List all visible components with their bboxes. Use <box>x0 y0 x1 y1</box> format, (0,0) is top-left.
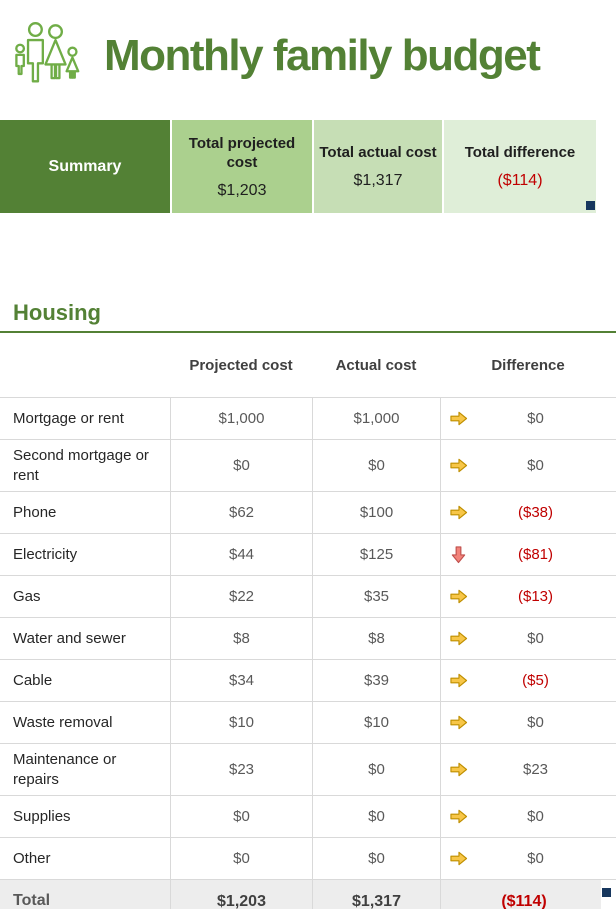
row-label[interactable]: Waste removal <box>13 713 113 731</box>
summary-card-actual[interactable] <box>314 120 442 213</box>
difference-cell[interactable] <box>440 702 616 743</box>
page-title: Monthly family budget <box>104 31 540 80</box>
trend-arrow-icon <box>447 408 469 430</box>
difference-value: ($13) <box>517 588 554 605</box>
family-icon <box>12 20 80 94</box>
difference-cell[interactable] <box>440 534 616 575</box>
difference-cell[interactable] <box>440 492 616 533</box>
table-row <box>0 440 616 492</box>
row-label[interactable]: Gas <box>13 587 41 605</box>
projected-cost-cell[interactable]: $22 <box>170 576 312 617</box>
trend-arrow-icon <box>447 806 469 828</box>
difference-value: ($38) <box>517 504 554 521</box>
trend-arrow-icon <box>447 670 469 692</box>
difference-cell[interactable] <box>440 618 616 659</box>
table-row <box>0 660 616 702</box>
difference-cell[interactable] <box>440 838 616 879</box>
actual-cost-cell[interactable]: $1,000 <box>312 398 440 439</box>
table-total-row <box>0 880 601 909</box>
trend-arrow-icon <box>447 712 469 734</box>
difference-cell[interactable] <box>440 660 616 701</box>
difference-cell[interactable] <box>440 440 616 491</box>
projected-cost-cell[interactable]: $62 <box>170 492 312 533</box>
trend-arrow-icon <box>447 502 469 524</box>
summary-card-label: Total projected cost <box>188 134 296 171</box>
difference-value: ($5) <box>522 672 549 689</box>
actual-cost-cell[interactable]: $8 <box>312 618 440 659</box>
summary-card-difference[interactable] <box>444 120 596 213</box>
row-label[interactable]: Second mortgage or rent <box>13 447 149 484</box>
selection-handle[interactable] <box>602 888 611 897</box>
projected-cost-cell[interactable]: $34 <box>170 660 312 701</box>
row-label[interactable]: Supplies <box>13 807 71 825</box>
difference-value: $0 <box>527 714 544 731</box>
total-label[interactable]: Total <box>13 892 51 909</box>
row-label[interactable]: Mortgage or rent <box>13 409 124 427</box>
trend-arrow-icon <box>447 455 469 477</box>
table-body <box>0 398 616 880</box>
row-label[interactable]: Other <box>13 849 51 867</box>
selection-handle[interactable] <box>586 201 595 210</box>
header <box>0 0 616 112</box>
trend-arrow-icon <box>447 628 469 650</box>
projected-cost-cell[interactable]: $8 <box>170 618 312 659</box>
header-cell-difference[interactable]: Difference <box>491 356 565 374</box>
projected-cost-cell[interactable]: $44 <box>170 534 312 575</box>
difference-value: $0 <box>527 850 544 867</box>
table-row <box>0 744 616 796</box>
projected-cost-cell[interactable]: $10 <box>170 702 312 743</box>
summary-card-projected[interactable] <box>172 120 312 213</box>
actual-cost-cell[interactable]: $0 <box>312 744 440 795</box>
difference-cell[interactable] <box>440 398 616 439</box>
table-row <box>0 796 616 838</box>
trend-arrow-icon <box>447 848 469 870</box>
summary-label-cell[interactable] <box>0 120 170 213</box>
header-cell-empty[interactable] <box>0 335 170 397</box>
summary-label: Summary <box>48 157 122 175</box>
table-row <box>0 838 616 880</box>
difference-value: $0 <box>527 410 544 427</box>
projected-cost-cell[interactable]: $0 <box>170 796 312 837</box>
actual-cost-cell[interactable]: $125 <box>312 534 440 575</box>
projected-cost-cell[interactable]: $0 <box>170 440 312 491</box>
actual-cost-cell[interactable]: $0 <box>312 440 440 491</box>
table-row <box>0 576 616 618</box>
header-cell-projected[interactable]: Projected cost <box>189 356 293 374</box>
row-label[interactable]: Water and sewer <box>13 629 126 647</box>
difference-cell[interactable] <box>440 796 616 837</box>
actual-cost-cell[interactable]: $35 <box>312 576 440 617</box>
summary-band <box>0 120 616 213</box>
actual-cost-cell[interactable]: $39 <box>312 660 440 701</box>
projected-cost-cell[interactable]: $0 <box>170 838 312 879</box>
summary-card-value: $1,203 <box>217 181 267 199</box>
table-row <box>0 534 616 576</box>
difference-value: $0 <box>527 630 544 647</box>
table-row <box>0 398 616 440</box>
summary-card-value: ($114) <box>497 171 543 189</box>
difference-value: $0 <box>527 457 544 474</box>
difference-cell[interactable] <box>440 576 616 617</box>
row-label[interactable]: Electricity <box>13 545 78 563</box>
trend-arrow-icon <box>447 586 469 608</box>
actual-cost-cell[interactable]: $0 <box>312 838 440 879</box>
summary-card-label: Total actual cost <box>319 144 437 162</box>
housing-table <box>0 335 616 909</box>
actual-cost-cell[interactable]: $100 <box>312 492 440 533</box>
actual-cost-cell[interactable]: $0 <box>312 796 440 837</box>
projected-cost-cell[interactable]: $23 <box>170 744 312 795</box>
actual-cost-cell[interactable]: $10 <box>312 702 440 743</box>
table-header-row <box>0 335 616 398</box>
section-header <box>0 300 616 333</box>
section-title: Housing <box>13 300 101 325</box>
trend-arrow-icon <box>447 544 469 566</box>
difference-value: $0 <box>527 808 544 825</box>
row-label[interactable]: Phone <box>13 503 57 521</box>
header-cell-actual[interactable]: Actual cost <box>335 356 417 374</box>
summary-card-label: Total difference <box>464 144 576 162</box>
row-label[interactable]: Maintenance or repairs <box>13 751 117 788</box>
table-row <box>0 492 616 534</box>
projected-cost-cell[interactable]: $1,000 <box>170 398 312 439</box>
difference-value: ($81) <box>517 546 554 563</box>
trend-arrow-icon <box>447 759 469 781</box>
table-row <box>0 702 616 744</box>
table-row <box>0 618 616 660</box>
total-difference[interactable]: ($114) <box>440 880 601 909</box>
difference-cell[interactable] <box>440 744 616 795</box>
difference-value: $23 <box>522 761 549 778</box>
total-actual[interactable]: $1,317 <box>312 880 440 909</box>
row-label[interactable]: Cable <box>13 671 53 689</box>
summary-card-value: $1,317 <box>353 171 403 189</box>
total-projected[interactable]: $1,203 <box>170 880 312 909</box>
